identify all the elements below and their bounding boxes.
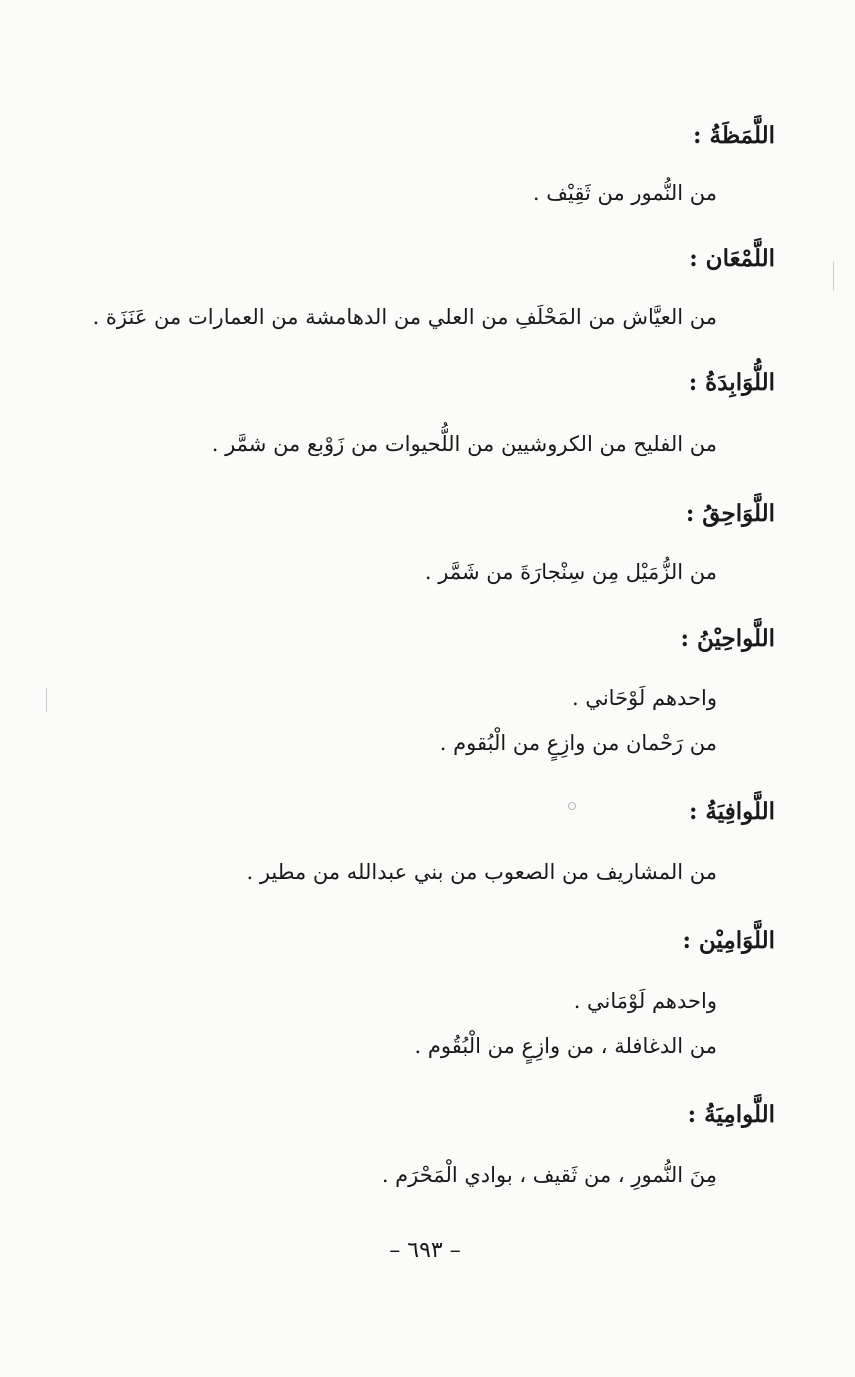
entry-heading: اللَّمْعَان : — [689, 245, 775, 272]
entry-line: واحدهم لَوْمَاني . — [573, 989, 717, 1013]
entry-heading: اللَّوَامِيْن : — [682, 927, 775, 954]
entry-heading: اللَّمَظَةُ : — [692, 122, 775, 149]
entry-line: من الزُّمَيْل مِن سِنْجارَةَ من شَمَّر . — [424, 560, 717, 584]
entry-line: من العيَّاش من المَحْلَفِ من العلي من الدهامشة من العمارات من عَنَزَة . — [92, 305, 717, 329]
entry-line: من المشاريف من الصعوب من بني عبدالله من مطير . — [246, 860, 717, 884]
entry-heading: اللُّوَابِدَةُ : — [688, 369, 775, 396]
entry-line: من النُّمور من ثَقِيْف . — [532, 181, 717, 205]
entry-heading: اللَّوَاحِقُ : — [685, 500, 775, 527]
entry-line: من رَحْمان من وازِعٍ من الْبُقوم . — [439, 731, 717, 755]
entry-heading: اللَّوافِيَةُ : — [688, 798, 775, 825]
scan-edge-mark — [833, 262, 834, 290]
entry-line: من الفليح من الكروشيين من اللُّحيوات من زَوْبع من شمَّر . — [211, 432, 717, 456]
entry-line: من الدغافلة ، من وازِعٍ من الْبُقُوم . — [414, 1034, 717, 1058]
page-number: – ٦٩٣ – — [389, 1238, 461, 1263]
entry-heading: اللَّوامِيَةُ : — [687, 1101, 775, 1128]
entry-line: واحدهم لَوْحَاني . — [571, 686, 717, 710]
scan-speck — [568, 802, 576, 810]
entry-heading: اللَّواحِيْنُ : — [680, 625, 775, 652]
entry-line: مِنَ النُّمورِ ، من ثَقيف ، بوادي الْمَحْرَم . — [381, 1163, 717, 1187]
scan-edge-mark — [46, 688, 47, 712]
